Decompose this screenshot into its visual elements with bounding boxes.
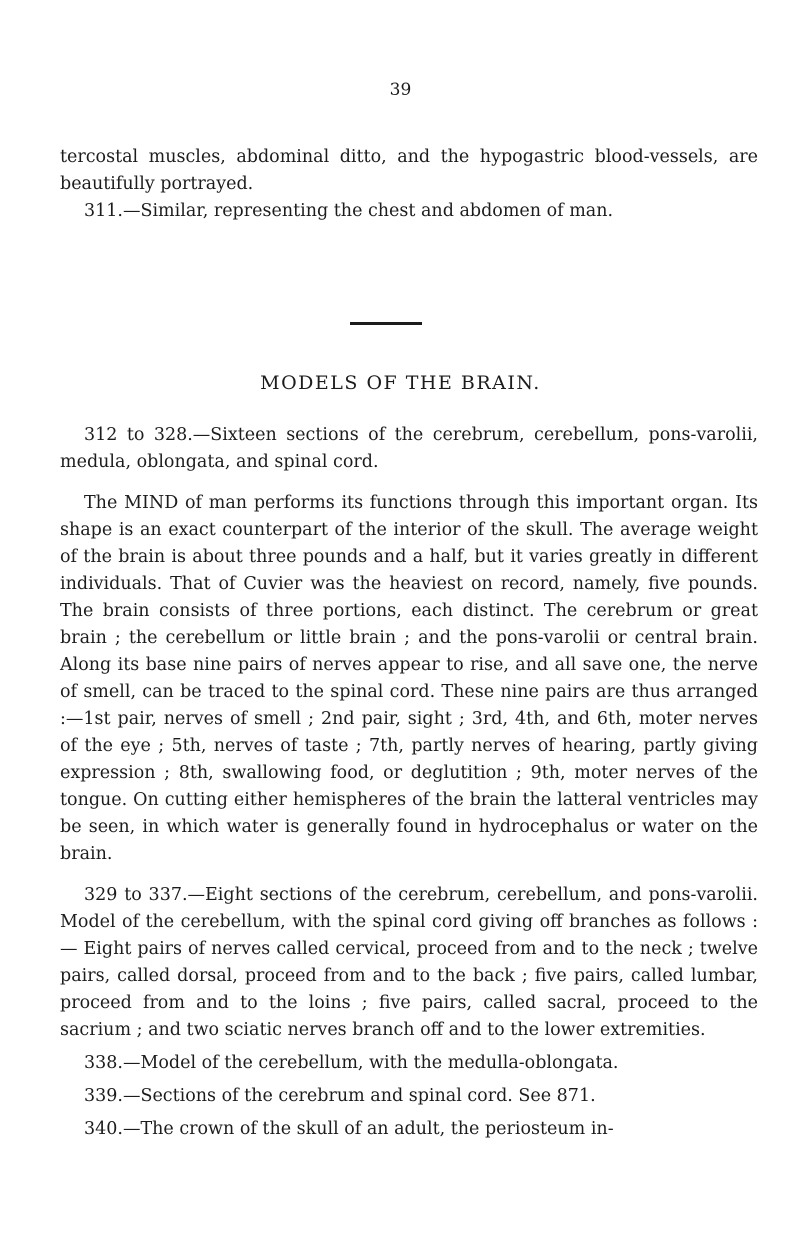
section-heading: MODELS OF THE BRAIN. <box>260 372 541 394</box>
mind-paragraph-body: of man performs its functions through this important organ. Its shape is an exact counterpart of the interior of the skull. The average weight of the brain is about three pounds and a half, but it varies greatly in different individuals. That of Cuvier was the heaviest on record, namely, five pounds. The brain consists of three portions, each distinct. The cerebrum or great brain ; the cerebellum or little brain ; and the pons-varolii or central brain. Along its base nine pairs of nerves appear to rise, and all save one, the nerve of smell, can be traced to the spinal cord. These nine pairs are thus arranged :—1st pair, nerves of smell ; 2nd pair, sight ; 3rd, 4th, and 6th, moter nerves of the eye ; 5th, nerves of taste ; 7th, partly nerves of hearing, partly giving expression ; 8th, swallowing food, or deglutition ; 9th, moter nerves of the tongue. On cutting either hemispheres of the brain the latteral ventricles may be seen, in which water is generally found in hydrocephalus or water on the brain. <box>60 493 758 864</box>
item-339: 339.—Sections of the cerebrum and spinal cord. See 871. <box>84 1086 596 1106</box>
section-divider <box>350 322 422 325</box>
item-311: 311.—Similar, representing the chest and abdomen of man. <box>84 201 614 221</box>
page-number: 39 <box>389 80 412 100</box>
mind-word: MIND <box>124 493 179 513</box>
mind-paragraph <box>60 490 758 868</box>
intro-text <box>60 144 758 225</box>
item-329-337: 329 to 337.—Eight sections of the cerebrum, cerebellum, and pons-varolii. Model of the cerebellum, with the spinal cord giving off branches as follows :— Eight pairs of nerves called cervical, proceed from and to the neck ; twelve pairs, called dorsal, proceed from and to the back ; five pairs, called lumbar, proceed from and to the loins ; five pairs, called sacral, proceed to the sacrium ; and two sciatic nerves branch off and to the lower extremities. <box>60 885 758 1040</box>
item-340: 340.—The crown of the skull of an adult, the periosteum in- <box>84 1119 614 1139</box>
item-338: 338.—Model of the cerebellum, with the medulla-oblongata. <box>84 1053 619 1073</box>
mind-prefix: The <box>84 493 125 513</box>
continuation-paragraph: tercostal muscles, abdominal ditto, and the hypogastric blood-vessels, are beautifully portrayed. <box>60 147 758 194</box>
brain-models-text <box>60 422 758 1143</box>
item-312-328: 312 to 328.—Sixteen sections of the cerebrum, cerebellum, pons-varolii, medula, oblongata, and spinal cord. <box>60 425 758 472</box>
